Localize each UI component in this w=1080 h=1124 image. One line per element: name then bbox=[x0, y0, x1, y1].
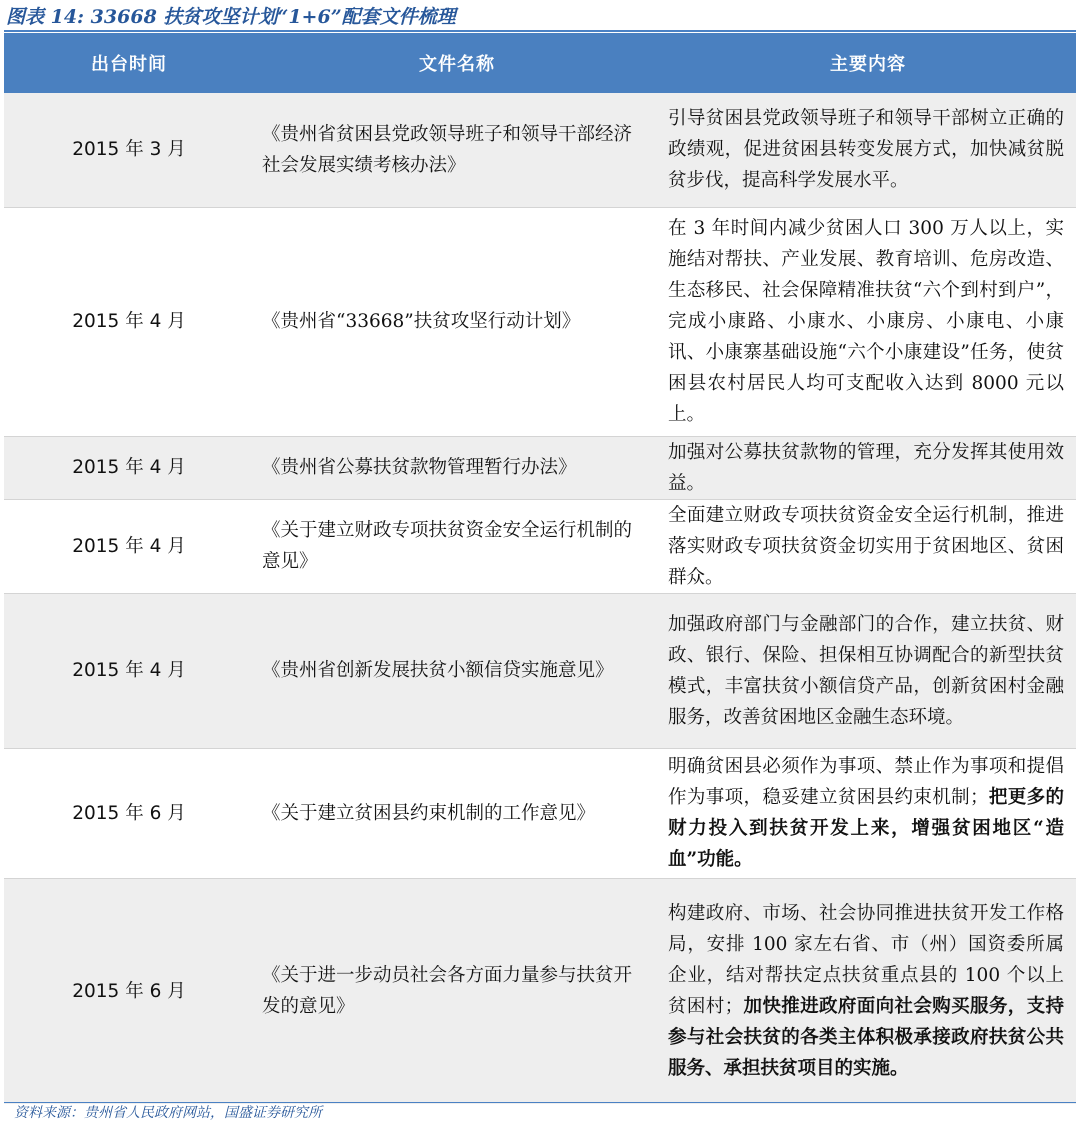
row-document-name: 《贵州省创新发展扶贫小额信贷实施意见》 bbox=[254, 593, 660, 748]
row-content bbox=[660, 748, 1076, 878]
row-content bbox=[660, 93, 1076, 207]
row-content-text: 加强政府部门与金融部门的合作，建立扶贫、财政、银行、保险、担保相互协调配合的新型扶贫模式，丰富扶贫小额信贷产品，创新贫困村金融服务，改善贫困地区金融生态环境。 bbox=[668, 613, 1064, 728]
row-content-text: 明确贫困县必须作为事项、禁止作为事项和提倡作为事项，稳妥建立贫困县约束机制； bbox=[668, 756, 1064, 808]
row-content-emphasis: 加快推进政府面向社会购买服务，支持参与社会扶贫的各类主体积极承接政府扶贫公共服务、承担扶贫项目的实施。 bbox=[668, 996, 1064, 1080]
footer-divider bbox=[4, 1102, 1076, 1103]
row-document-name: 《关于进一步动员社会各方面力量参与扶贫开发的意见》 bbox=[254, 878, 660, 1104]
row-content bbox=[660, 878, 1076, 1104]
row-document-name: 《关于建立财政专项扶贫资金安全运行机制的意见》 bbox=[254, 499, 660, 593]
row-content-text: 全面建立财政专项扶贫资金安全运行机制，推进落实财政专项扶贫资金切实用于贫困地区、贫困群众。 bbox=[668, 504, 1064, 588]
header-main-content: 主要内容 bbox=[660, 33, 1076, 93]
table-row bbox=[4, 93, 1076, 207]
row-content-text: 引导贫困县党政领导班子和领导干部树立正确的政绩观，促进贫困县转变发展方式，加快减贫脱贫步伐，提高科学发展水平。 bbox=[668, 108, 1064, 192]
row-date: 2015 年 4 月 bbox=[4, 499, 254, 593]
table-row bbox=[4, 436, 1076, 499]
table-row bbox=[4, 499, 1076, 593]
row-content bbox=[660, 436, 1076, 499]
row-date: 2015 年 3 月 bbox=[4, 93, 254, 207]
table-row bbox=[4, 207, 1076, 436]
row-content bbox=[660, 499, 1076, 593]
row-date: 2015 年 4 月 bbox=[4, 593, 254, 748]
table-header-row bbox=[4, 33, 1076, 93]
table-row bbox=[4, 878, 1076, 1104]
header-date: 出台时间 bbox=[4, 33, 254, 93]
row-content bbox=[660, 207, 1076, 436]
row-document-name: 《贵州省贫困县党政领导班子和领导干部经济社会发展实绩考核办法》 bbox=[254, 93, 660, 207]
row-document-name: 《关于建立贫困县约束机制的工作意见》 bbox=[254, 748, 660, 878]
row-date: 2015 年 6 月 bbox=[4, 748, 254, 878]
title-divider bbox=[4, 30, 1076, 32]
row-content-text: 加强对公募扶贫款物的管理，充分发挥其使用效益。 bbox=[668, 441, 1064, 494]
header-document-name: 文件名称 bbox=[254, 33, 660, 93]
source-note: 资料来源：贵州省人民政府网站，国盛证券研究所 bbox=[14, 1105, 322, 1121]
row-document-name: 《贵州省公募扶贫款物管理暂行办法》 bbox=[254, 436, 660, 499]
table-row bbox=[4, 748, 1076, 878]
row-content bbox=[660, 593, 1076, 748]
policy-documents-table bbox=[4, 33, 1076, 1104]
row-date: 2015 年 6 月 bbox=[4, 878, 254, 1104]
row-content-emphasis: 把更多的财力投入到扶贫开发上来，增强贫困地区“造血”功能。 bbox=[668, 787, 1064, 870]
row-content-text: 构建政府、市场、社会协同推进扶贫开发工作格局，安排 100 家左右省、市（州）国资委所属企业，结对帮扶定点扶贫重点县的 100 个以上贫困村； bbox=[668, 903, 1064, 1018]
row-document-name: 《贵州省“33668”扶贫攻坚行动计划》 bbox=[254, 207, 660, 436]
row-content-text: 在 3 年时间内减少贫困人口 300 万人以上，实施结对帮扶、产业发展、教育培训、危房改造、生态移民、社会保障精准扶贫“六个到村到户”，完成小康路、小康水、小康房、小康电、小康讯、小康寨基础设施“六个小康建设”任务，使贫困县农村居民人均可支配收入达到 8000 元以上。 bbox=[668, 218, 1064, 425]
row-date: 2015 年 4 月 bbox=[4, 207, 254, 436]
table-row bbox=[4, 593, 1076, 748]
figure-title: 图表 14: 33668 扶贫攻坚计划“1+6”配套文件梳理 bbox=[6, 6, 456, 28]
row-date: 2015 年 4 月 bbox=[4, 436, 254, 499]
